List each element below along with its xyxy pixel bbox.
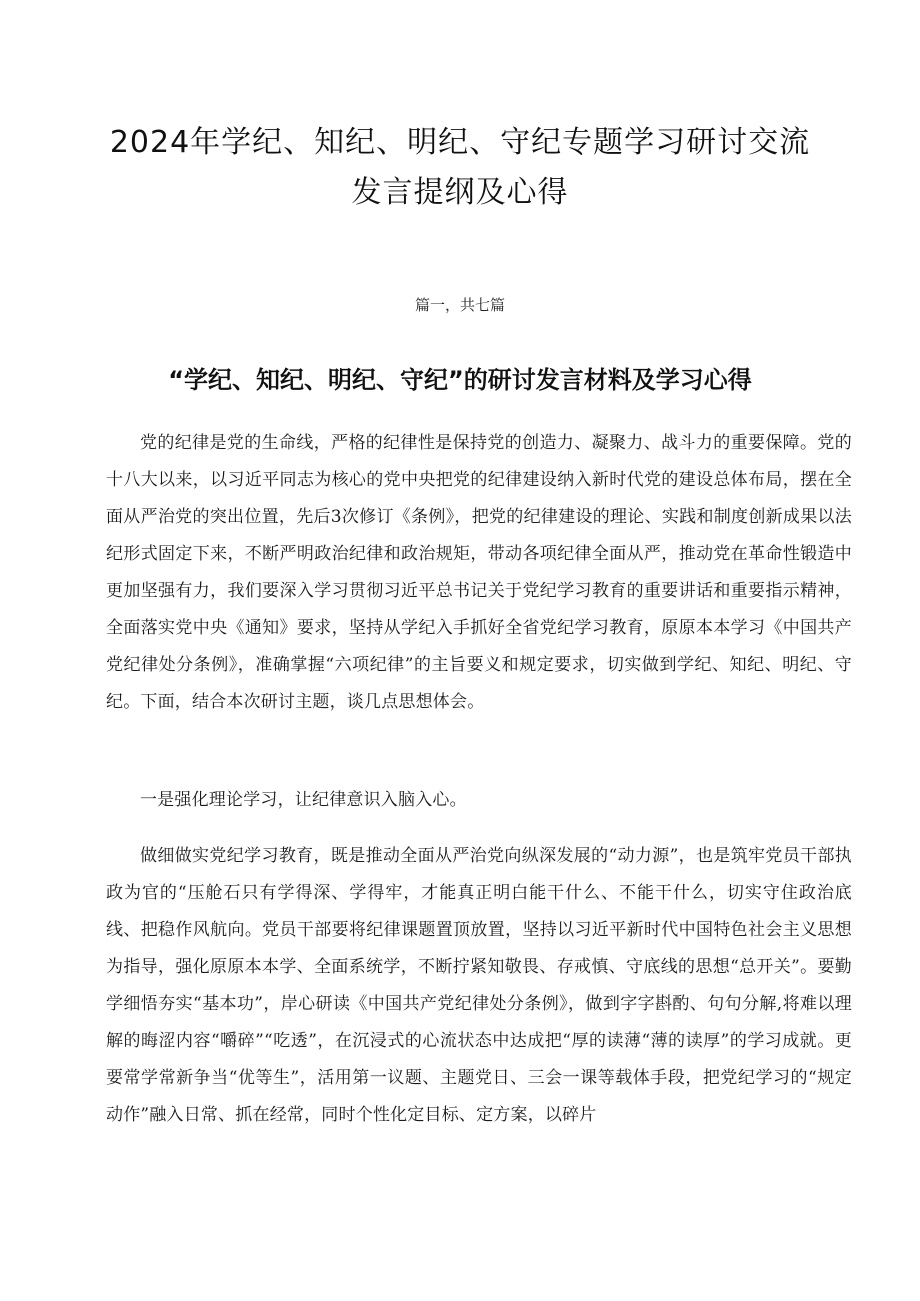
section-label: 篇一，共七篇: [414, 296, 505, 314]
paragraph-point-one-heading: 一是强化理论学习，让纪律意识入脑入心。: [140, 790, 467, 810]
paragraph-intro: 党的纪律是党的生命线，严格的纪律性是保持党的创造力、凝聚力、战斗力的重要保障。党的十八大以来，以习近平同志为核心的党中央把党的纪律建设纳入新时代党的建设总体布局，摆在全面从严治党的突出位置，先后3次修订《条例》，把党的纪律建设的理论、实践和制度创新成果以法纪形式固定下来，不断严明政治纪律和政治规矩，带动各项纪律全面从严，推动党在革命性锻造中更加坚强有力，我们要深入学习贯彻习近平总书记关于党纪学习教育的重要讲话和重要指示精神，全面落实党中央《通知》要求，坚持从学纪入手抓好全省党纪学习教育，原原本本学习《中国共产党纪律处分条例》，准确掌握“六项纪律”的主旨要义和规定要求，切实做到学纪、知纪、明纪、守纪。下面，结合本次研讨主题，谈几点思想体会。: [106, 433, 852, 712]
paragraph-point-one-body: 做细做实党纪学习教育，既是推动全面从严治党向纵深发展的“动力源”，也是筑牢党员干部执政为官的“压舱石只有学得深、学得牢，才能真正明白能干什么、不能干什么，切实守住政治底线、把稳作风航向。党员干部要将纪律课题置顶放置，坚持以习近平新时代中国特色社会主义思想为指导，强化原原本本学、全面系统学，不断拧紧知敬畏、存戒慎、守底线的思想“总开关”。要勤学细悟夯实“基本功”，岸心研读《中国共产党纪律处分条例》，做到字字斟酌、句句分解,将难以理解的晦涩内容“嚼碎”“吃透”，在沉浸式的心流状态中达成把“厚的读薄“薄的读厚”的学习成就。更要常学常新争当“优等生”，活用第一议题、主题党日、三会一课等载体手段，把党纪学习的“规定动作”融入日常、抓在经常，同时个性化定目标、定方案，以碎片: [106, 846, 852, 1125]
document-title-line-1: 2024年学纪、知纪、明纪、守纪专题学习研讨交流: [109, 125, 811, 160]
document-title: [80, 118, 840, 218]
article-title: “学纪、知纪、明纪、守纪”的研讨发言材料及学习心得: [168, 366, 752, 394]
document-title-line-2: 发言提纲及心得: [351, 175, 569, 210]
